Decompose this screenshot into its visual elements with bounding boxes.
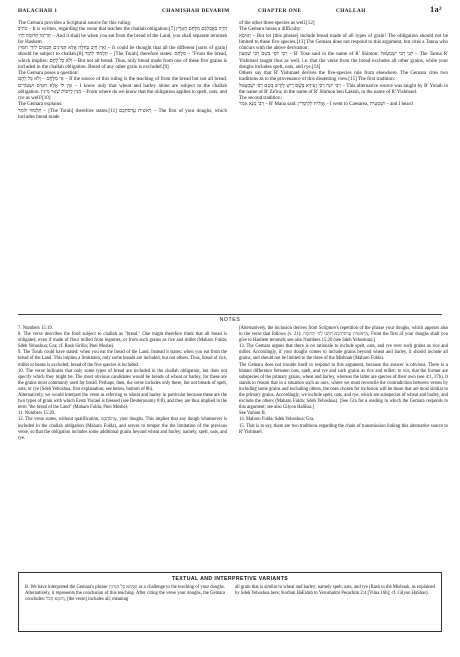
- main-paragraph: רַבִּי יוֹסֵי בְּשֵׁם רַבִּי שִׁמְעוֹן – R' Yose said in the name of R' Shimon: תָּנֵי רַבִּי יִשְׁמָעֵאל – The Tanna R' Yishmael taught thus as well, i.e. that the verse from the bread excludes all other grains, while your doughs includes spelt, oats, and rye.[14]: [239, 51, 448, 70]
- page-header: [18, 5, 442, 18]
- note-entry: 9. The Torah could have stated: when you eat the bread of the Land. Instead it states: when you eat from the bread of the Land. This implies a limitation; only some breads are included, but not others. Thus, bread of rice, millet or beans is excluded; bread of the five species is included.: [18, 350, 227, 368]
- main-paragraph: The Gemara poses a question:: [18, 70, 79, 76]
- header-chapter: CHAPTER ONE: [258, 8, 302, 14]
- main-paragraph: וְאֵין חַיָּב בְּחַלָּה אֶלָּא הַמִּינִים הַבָּאִים לִידֵי חִמּוּץ – It could be thought that all the different [sorts of grain] should be subject to challah.[8] תַּלְמוּד לוֹמַר – [The Torah] therefore states: מִלֶּחֶם – "From the bread, which implies: וְלֹא כָּל לֶחֶם – But not all bread. Thus, only bread made from one of these five grains is included in the challah obligation. Bread of any other grain is excluded.[9]: [18, 45, 228, 70]
- note-entry: 13. The Gemara argues that there is no rationale to include spelt, oats, and rye over such grains as rice and millet. Accordingly, if your doughs comes to include grains beyond wheat and barley, it should include all grains, and should not be limited to the three of the Mishnah (Maharo Fulda).: [239, 344, 448, 362]
- note-entry: Alternatively, we would interpret the verse as referring to wheat and barley in particular because these are the two types of grain with which Eretz Yisrael is blessed (see Deuteronomy 8:8), and they are thus implied in the term "the bread of the Land" (Maharo Fulda; Pnei Moshe).: [18, 393, 227, 411]
- main-paragraph: The Gemara raises a difficulty:: [239, 26, 302, 33]
- main-paragraph: Others say that R' Yishmael derives the five-species rule from elsewhere. The Gemara cites two traditions as to the provenance of this dissenting view.[15] The first tradition:: [239, 70, 448, 83]
- main-paragraph: The Gemara explains:: [18, 101, 63, 108]
- main-paragraph: רַבִּי מָנָא אָמַר – R' Mana said: אֲזָלִית לְקִיסָרִין – I went to Caesarea, וּשְׁמָעִית – and I heard: [239, 101, 413, 108]
- note-entry: The Gemara does not trouble itself to respond to this argument, because the answer is obvious. There is a blatant difference between oats, spelt, and rye and such grains as rice and millet; to wit, that the former are subspecies of the primary grains, wheat and barley, whereas the latter are species of their own (see 4:1, 37b). It stands to reason that in a situation such as ours, where we must reconcile the contradiction between verses by including some grains and excluding others, the ones chosen for inclusion will be those that are most similar to the primary grains. Accordingly, we include spelt, oats, and rye, which are subspecies of wheat and barley, and exclude the others (Maharo Fulda; Sdeh Yehoshua). [See Gra for a reading in which the Gemara responds to this argument; see also Gilyon HaShas.]: [239, 362, 448, 411]
- variant-entry: all grain that is similar to wheat and barley; namely spelt, oats, and rye (Rash to the Mishnah, as explained by Sdeh Yehoshua here; Korban HaEidah to Yerushalmi Pesachim 2:4 [Vilna 16b]; cf. Gilyon HaShas).: [235, 585, 435, 597]
- header-folio: 1a²: [430, 5, 442, 14]
- note-entry: See Variant B.: [239, 411, 266, 417]
- notes-divider: [18, 314, 442, 315]
- note-entry: 10. The verse indicates that only some types of bread are included in the challah obligation, but does not specify which they might be. The most obvious candidates would be breads of wheat or barley, for these are the grains most commonly used for bread. Perhaps, then, the verse includes only these, but not breads of spelt, oats, or rye (Sdeh Yehoshua, first explanation; see below, bottom of 8b).: [18, 368, 227, 392]
- notes-heading: NOTES: [219, 317, 241, 323]
- note-entry: 8. The verse describes the food subject to challah as "bread." One might therefore think that all bread is obligated, even if made of flour milled from legumes, or from such grains as rice and millet (Maharo Fulda; Sdeh Yehoshua; Gra; cf. Rash Sirilio; Pnei Moshe).: [18, 332, 227, 350]
- variants-heading: TEXTUAL AND INTERPRETIVE VARIANTS: [171, 576, 289, 582]
- variant-entry: B. We have interpreted the Gemara's phrase וְאֵימָא כָּל הַמִּינִין as a challenge to the teaching of your doughs. Alternatively, it represents the conclusion of this teaching. After citing the verse your doughs, the Gemara concludes: וְהוּבָא הַכֹּל, [the verse] includes all; meaning: [25, 585, 225, 603]
- note-entry: 14. Maharo Fulda; Sdeh Yehoshua; Gra.: [239, 417, 315, 423]
- note-entry: 11. Numbers 15:20.: [18, 411, 56, 417]
- main-paragraph: וְאֵימָא – But let [this phrase] include bread made of all types of grain! The obligation should not be limited to these five species.[13] The Gemara does not respond to this argument, but cites a Tanna who concurs with the above derivation:: [239, 32, 448, 51]
- note-entry: 15. That is to say, there are two traditions regarding the chain of transmission linking this alternative source to R' Yishmael.: [239, 423, 448, 435]
- notes-left-column: [18, 326, 227, 442]
- main-paragraph: תַּלְמוּד לוֹמַר – [The Torah] therefore states:[11] רֵאשִׁית עֲרִסֹתֵכֶם – The first of your doughs, which includes bread made: [18, 107, 227, 120]
- variants-left-column: [25, 585, 225, 603]
- variants-box: [18, 572, 442, 632]
- header-halachah: HALACHAH 1: [18, 8, 58, 14]
- note-entry: 7. Numbers 15:19.: [18, 326, 53, 331]
- main-paragraph: אִי מִלֶּחֶם – וְלֹא כָּל לֶחֶם – If the source of this ruling is the teaching of from the bread but not all bread, אֵין לִי אֶלָּא חִטִּים וּשְׂעוֹרִים – I know only that wheat and barley alone are subject to the challah obligation. מִנַּיִן לְרַבּוֹת שְׁאָר מִינִין – From where do we know that the obligation applies to spelt, oats, and rye as well?[10]: [18, 76, 228, 101]
- variants-right-column: [235, 585, 435, 597]
- header-tractate: CHAMISHAH DEVARIM: [162, 8, 230, 14]
- main-paragraph: רַבִּי יוֹנָה רַבִּי זְעִירָא בְּשֵׁם רֵישׁ לָקִישׁ בְּשֵׁם רַבִּי יִשְׁמָעֵאל – This alternative source was taught by R' Yonah in the name of R' Ze'ira, in the name of R' Shimon ben Lakish, in the name of R' Yishmael.: [239, 82, 448, 95]
- main-text-right-column: [239, 20, 448, 108]
- main-text-left-column: [18, 20, 227, 120]
- main-paragraph: כתיב – It is written, regarding the verse that teaches the challah obligation:[7] וְהָיָה בַּאֲכָלְכֶם מִלֶּחֶם הָאָרֶץ תָּרִימוּ תְרוּמָה לַה׳ – And it shall be when you eat from the bread of the Land, you shall separate terumah for Hashem.: [18, 26, 228, 45]
- notes-right-column: [239, 326, 448, 436]
- main-paragraph: of the other three species as well.[12]: [239, 20, 315, 26]
- note-entry: 12. The verse states, without qualification, עֲרִסֹתֵכֶם, your doughs. This implies that any dough whatsoever is included in the challah obligation (Maharo Fulda), and serves to temper the the limitation of the previous verse, so that the obligation includes some additional grains beyond wheat and barley; namely, spelt, oats, and rye.: [18, 417, 227, 441]
- main-paragraph: The second tradition:: [239, 95, 282, 101]
- note-entry: [Alternatively, the inclusion derives from Scripture's repetition of the phrase your doughs, which appears also in the verse that follows (v. 21): מֵרֵאשִׁית עֲרִסֹתֵיכֶם תִּתְּנוּ לַה׳ תְּרוּמָה, From the first of your doughs shall you give to Hashem terumah; see also Numbers 15:20 (see Sdeh Yehoshua).]: [239, 326, 448, 344]
- header-topic: CHALLAH: [336, 8, 366, 14]
- main-paragraph: The Gemara provides a Scriptural source for this ruling:: [18, 20, 132, 26]
